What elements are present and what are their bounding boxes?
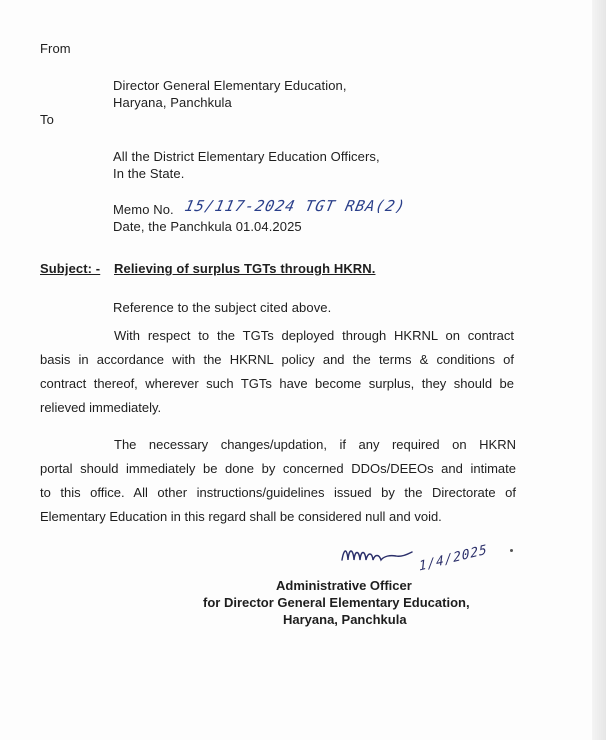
subject-text: Relieving of surplus TGTs through HKRN. (114, 261, 376, 276)
paragraph-1-line: relieved immediately. (40, 400, 162, 415)
to-line-1: All the District Elementary Education Officers, (113, 149, 380, 164)
paragraph-1 (40, 324, 514, 420)
subject-label (40, 261, 100, 277)
from-line-1: Director General Elementary Education, (113, 78, 347, 93)
from-line-2: Haryana, Panchkula (113, 95, 232, 110)
signatory-line-2: for Director General Elementary Education, (203, 595, 470, 610)
paragraph-2 (40, 433, 516, 529)
paragraph-1-line-text: With respect to the TGTs deployed through HKRNL on contract (114, 328, 514, 343)
page-edge-shadow (592, 0, 606, 740)
paragraph-2-line: Elementary Education in this regard shall be considered null and void. (40, 509, 442, 524)
paragraph-2-line: to this office. All other instructions/guidelines issued by the Directorate of (40, 485, 516, 500)
to-label: To (40, 112, 54, 127)
paragraph-2-line (40, 433, 516, 457)
memo-handwritten-number: 15/117-2024 TGT RBA(2) (183, 197, 408, 215)
paragraph-1-line: basis in accordance with the HKRNL policy and the terms & conditions of (40, 352, 514, 367)
signature-handwritten-date: 1/4/2025 (418, 542, 489, 575)
reference-line: Reference to the subject cited above. (113, 300, 332, 315)
memo-label: Memo No. (113, 202, 174, 217)
stray-ink-dot (510, 549, 513, 552)
from-label: From (40, 41, 71, 56)
signatory-line-3: Haryana, Panchkula (283, 612, 407, 627)
paragraph-1-line (40, 324, 514, 348)
paragraph-2-line-text: The necessary changes/updation, if any required on HKRN (114, 437, 516, 452)
paragraph-2-line: portal should immediately be done by concerned DDOs/DEEOs and intimate (40, 461, 516, 476)
paragraph-1-line: contract thereof, wherever such TGTs have become surplus, they should be (40, 376, 514, 391)
memo-date: Date, the Panchkula 01.04.2025 (113, 219, 302, 234)
signatory-title: Administrative Officer (276, 578, 412, 593)
to-line-2: In the State. (113, 166, 185, 181)
subject-label-text: Subject: - (40, 261, 101, 276)
signature-scribble (338, 538, 418, 568)
